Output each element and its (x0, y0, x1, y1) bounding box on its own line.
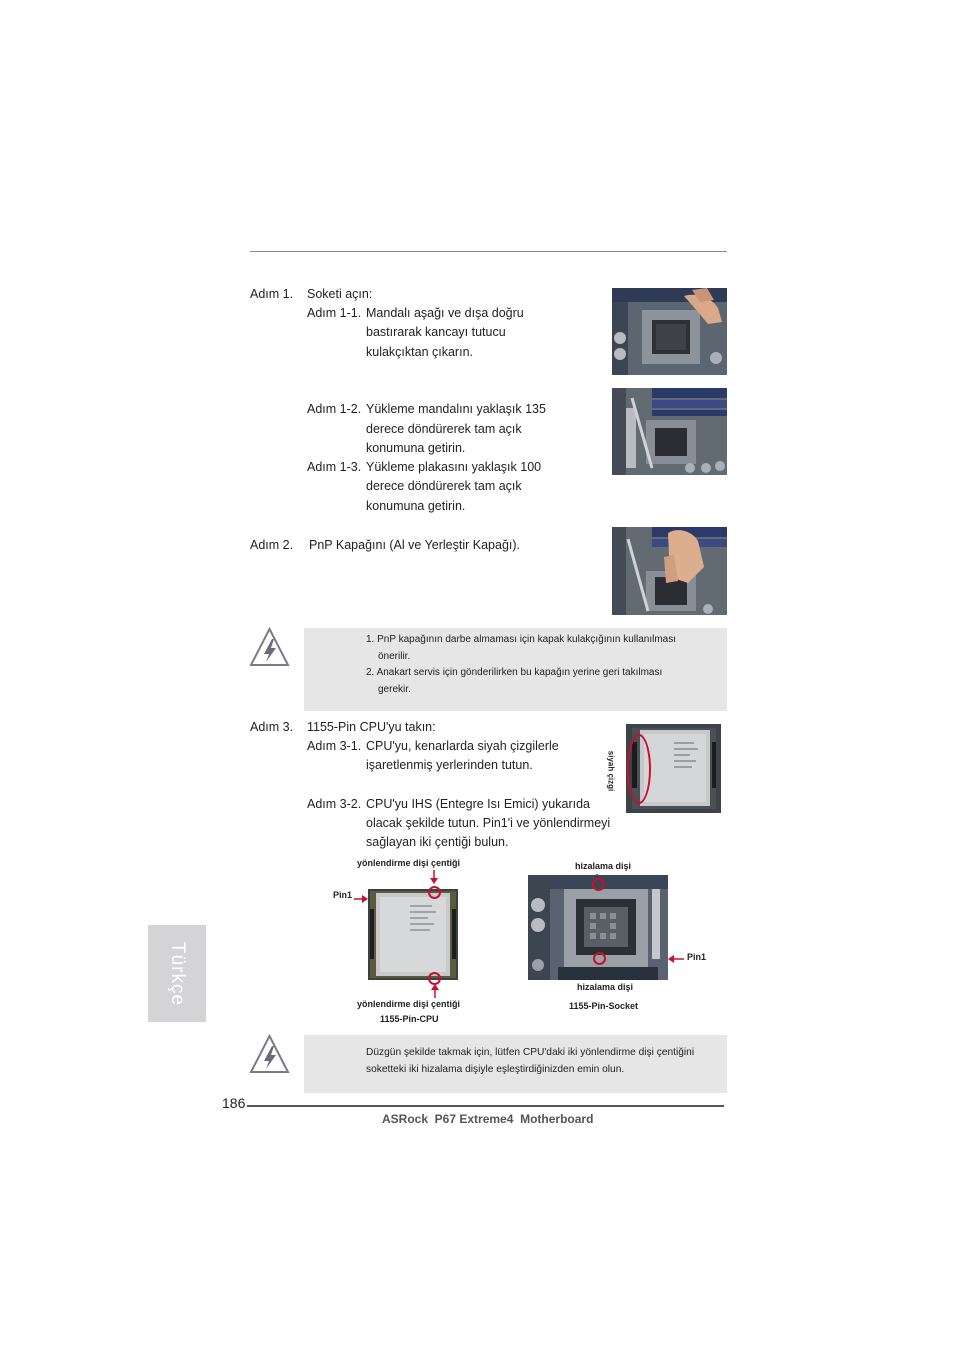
note1-item2: 2. Anakart servis için gönderilirken bu kapağın yerine geri takılması (366, 667, 663, 678)
arrow-up-icon (430, 984, 440, 998)
language-tab (148, 925, 206, 1022)
step1-2-line: Yükleme mandalını yaklaşık 135 (366, 402, 546, 416)
language-tab-label: Türkçe (167, 941, 188, 1006)
step3-1-line: CPU'yu, kenarlarda siyah çizgilerle (366, 739, 559, 753)
cpu-notch-label-bottom: yönlendirme dişi çentiği (357, 999, 461, 1009)
page-number: 186 (222, 1095, 246, 1111)
step3-label: Adım 3. (250, 720, 294, 734)
cpu-photo (626, 724, 721, 813)
step1-2-line: derece döndürerek tam açık (366, 422, 522, 436)
cpu-notch-label-top: yönlendirme dişi çentiği (357, 858, 461, 868)
top-rule (250, 251, 727, 252)
step1-title: Soketi açın: (307, 287, 373, 301)
cpu-caption: 1155-Pin-CPU (380, 1014, 439, 1024)
note1-item1: 1. PnP kapağının darbe almaması için kapak kulakçığının kullanılması (366, 634, 676, 645)
step3-2-label: Adım 3-2. (307, 797, 362, 811)
step2-title: PnP Kapağını (Al ve Yerleştir Kapağı). (309, 538, 521, 552)
step1-label: Adım 1. (250, 287, 294, 301)
arrow-right-icon (354, 891, 368, 901)
step1-1-label: Adım 1-1. (307, 306, 362, 320)
note-box-1 (304, 628, 727, 711)
socket-key-label-top: hizalama dişi (575, 861, 632, 871)
step3-2-line: CPU'yu IHS (Entegre Isı Emici) yukarıda (366, 797, 590, 811)
step1-3-label: Adım 1-3. (307, 460, 362, 474)
socket-photo-1 (612, 288, 727, 375)
step1-1-line: Mandalı aşağı ve dışa doğru (366, 306, 524, 320)
step1-2-line: konumuna getirin. (366, 441, 466, 455)
socket-pin1-label: Pin1 (687, 952, 707, 962)
step3-1-label: Adım 3-1. (307, 739, 362, 753)
arrow-left-icon (668, 951, 684, 961)
note2-line: Düzgün şekilde takmak için, lütfen CPU'daki iki yönlendirme dişi çentiğini (366, 1047, 695, 1058)
black-line-label: siyah çizgi (606, 750, 616, 792)
step3-2-line: olacak şekilde tutun. Pin1'i ve yönlendirmeyi (366, 816, 611, 830)
cpu-pin1-label: Pin1 (333, 890, 353, 900)
step3-2-line: sağlayan iki çentiği bulun. (366, 835, 509, 849)
step1-2-label: Adım 1-2. (307, 402, 362, 416)
socket-key-marker-top (592, 878, 605, 891)
step1-3-line: derece döndürerek tam açık (366, 479, 522, 493)
step1-1-line: bastırarak kancayı tutucu (366, 325, 506, 339)
footer-rule (247, 1105, 724, 1107)
step1-3-line: konumuna getirin. (366, 499, 466, 513)
step2-label: Adım 2. (250, 538, 294, 552)
note2-line: soketteki iki hizalama dişiyle eşleştirdiğinizden emin olun. (366, 1064, 625, 1075)
step1-1-line: kulakçıktan çıkarın. (366, 345, 473, 359)
footer-product: ASRock P67 Extreme4 Motherboard (382, 1112, 594, 1126)
socket-photo-3 (612, 527, 727, 615)
cpu-diagram-photo (368, 889, 458, 980)
socket-caption: 1155-Pin-Socket (569, 1001, 639, 1011)
note-box-2 (304, 1035, 727, 1093)
black-line-highlight (627, 734, 651, 804)
socket-photo-2 (612, 388, 727, 475)
socket-key-marker-bottom (593, 952, 606, 965)
socket-key-label-bottom: hizalama dişi (577, 982, 634, 992)
caution-icon (249, 627, 290, 667)
step3-1-line: işaretlenmiş yerlerinden tutun. (366, 758, 533, 772)
step1-3-line: Yükleme plakasını yaklaşık 100 (366, 460, 542, 474)
step3-title: 1155-Pin CPU'yu takın: (307, 720, 436, 734)
note1-item1-cont: önerilir. (378, 651, 411, 662)
caution-icon (249, 1034, 290, 1074)
cpu-notch-marker-top (428, 886, 441, 899)
arrow-down-icon (429, 870, 439, 884)
note1-item2-cont: gerekir. (378, 684, 411, 695)
